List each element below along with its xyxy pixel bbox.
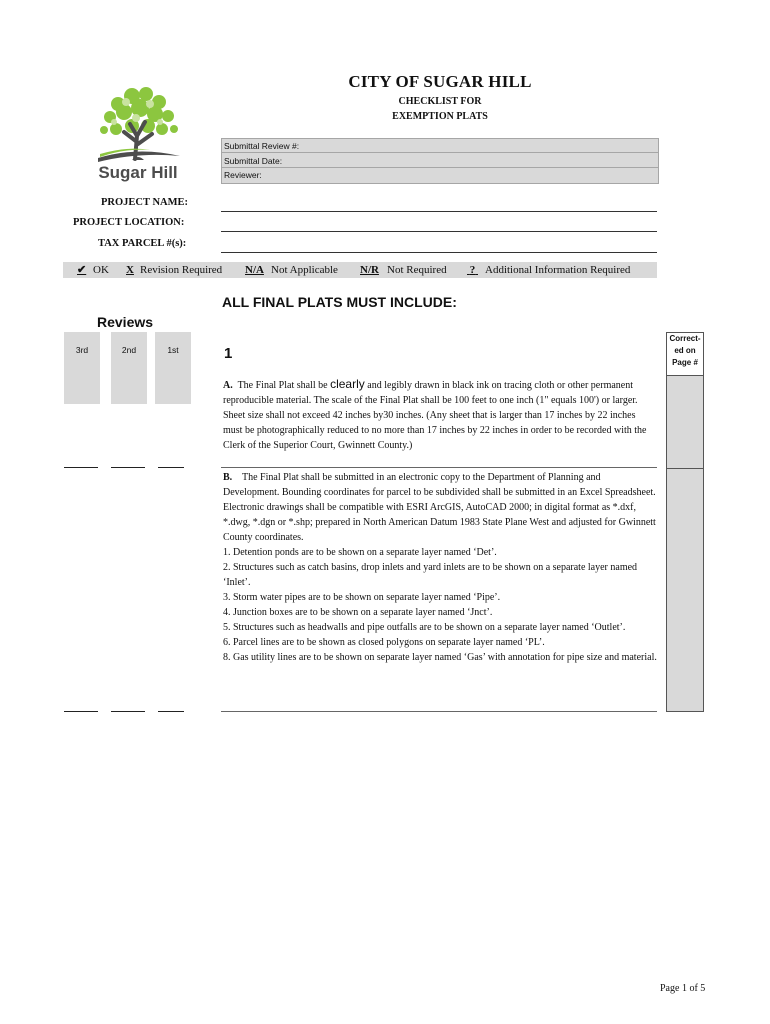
page-number: Page 1 of 5 — [660, 983, 706, 994]
corrected-on-page-column — [666, 332, 704, 712]
document-subtitle-line2: EXEMPTION PLATS — [392, 111, 488, 122]
document-title: CITY OF SUGAR HILL — [348, 72, 532, 91]
item-a-text-before: The Final Plat shall be — [237, 380, 328, 391]
item-a-paragraph — [223, 377, 657, 453]
section-number: 1 — [224, 345, 233, 362]
corrected-row-divider — [667, 468, 703, 469]
review-column-2nd-label: 2nd — [121, 345, 137, 355]
submittal-info-box — [221, 138, 659, 184]
item-a-text-after: and legibly drawn in black ink on tracing cloth or other permanent reproducible material. The scale of the Final Plat shall be 100 feet to one inch (1" equals 100') or larger. Sheet size shall not exceed 42 inches by30 inches. (Any sheet that is larger than 17 inches by 22 inches must be photographically reduced to no more than 17 inches by 22 inches in order to be recorded with the Clerk of the Superior Court, Gwinnett County.) — [223, 380, 647, 451]
review-blank-2nd-b[interactable] — [111, 711, 145, 712]
review-blank-1st-b[interactable] — [158, 711, 184, 712]
tax-parcel-label: TAX PARCEL #(s): — [98, 238, 187, 249]
legend-question-symbol: ? — [469, 264, 476, 276]
review-column-3rd — [64, 332, 100, 404]
project-name-label: PROJECT NAME: — [101, 197, 189, 208]
item-a-emphasis: clearly — [330, 377, 365, 391]
review-blank-1st-a[interactable] — [158, 467, 184, 468]
review-blank-2nd-a[interactable] — [111, 467, 145, 468]
item-b-sub-6: 6. Parcel lines are to be shown as closed polygons on separate layer named ‘PL’. — [223, 637, 545, 648]
submittal-review-field[interactable] — [222, 139, 658, 153]
item-separator — [221, 467, 657, 468]
submittal-date-field[interactable] — [222, 154, 658, 168]
item-b-sub-2: 2. Structures such as catch basins, drop inlets and yard inlets are to be shown on a separate layer named ‘Inlet’. — [223, 562, 638, 588]
legend-question-text: Additional Information Required — [485, 264, 631, 276]
tax-parcel-input-line[interactable] — [221, 252, 657, 253]
corrected-line3: Page # — [672, 358, 698, 367]
review-blank-3rd-b[interactable] — [64, 711, 98, 712]
corrected-line2: ed on — [674, 346, 696, 355]
item-b-sub-8: 8. Gas utility lines are to be shown on separate layer named ‘Gas’ with annotation for pipe size and material. — [223, 652, 657, 663]
legend-x-symbol: X — [126, 264, 134, 276]
submittal-review-label: Submittal Review #: — [224, 141, 300, 151]
item-b-sub-1: 1. Detention ponds are to be shown on a separate layer named ‘Det’. — [223, 547, 497, 558]
review-blank-3rd-a[interactable] — [64, 467, 98, 468]
reviews-title: Reviews — [97, 314, 154, 330]
review-column-3rd-label: 3rd — [75, 345, 89, 355]
legend-nr-text: Not Required — [387, 264, 447, 276]
logo-wordmark: Sugar Hill — [98, 163, 178, 182]
project-location-label: PROJECT LOCATION: — [73, 217, 185, 228]
review-column-2nd — [111, 332, 147, 404]
legend-na-symbol: N/A — [245, 264, 264, 276]
item-a-label: A. — [223, 380, 233, 391]
item-b-sub-3: 3. Storm water pipes are to be shown on separate layer named ‘Pipe’. — [223, 592, 501, 603]
section-heading: ALL FINAL PLATS MUST INCLUDE: — [222, 294, 457, 310]
document-subtitle-line1: CHECKLIST FOR — [398, 96, 482, 107]
corrected-on-page-header — [667, 333, 703, 376]
corrected-line1: Correct- — [669, 334, 701, 343]
item-end-separator — [221, 711, 657, 712]
project-location-input-line[interactable] — [221, 231, 657, 232]
item-b-paragraph — [223, 470, 657, 665]
project-name-input-line[interactable] — [221, 211, 657, 212]
legend-na-text: Not Applicable — [271, 264, 338, 276]
item-b-sub-4: 4. Junction boxes are to be shown on a separate layer named ‘Jnct’. — [223, 607, 493, 618]
item-b-label: B. — [223, 472, 233, 483]
tree-icon — [88, 84, 188, 188]
review-column-1st-label: 1st — [167, 345, 179, 355]
sugar-hill-logo — [88, 84, 188, 188]
reviewer-label: Reviewer: — [224, 170, 262, 180]
item-b-intro: The Final Plat shall be submitted in an electronic copy to the Department of Planning and Development. Bounding coordinates for parcel to be subdivided shall be submitted in an Excel Spreadsheet. Electronic drawings shall be compatible with ESRI ArcGIS, AutoCAD 2000; in digital format as *.dxf, *.dwg, *.dgn or *.shp; prepared in North American Datum 1983 State Plane West and adjusted for Gwinnett County coordinates. — [223, 472, 656, 543]
legend-x-text: Revision Required — [140, 264, 223, 276]
ok-check-icon: ✔ — [77, 264, 87, 276]
legend-nr-symbol: N/R — [360, 264, 379, 276]
reviewer-field[interactable] — [222, 168, 658, 182]
status-legend — [63, 262, 657, 278]
item-b-sub-5: 5. Structures such as headwalls and pipe outfalls are to be shown on a separate layer named ‘Outlet’. — [223, 622, 626, 633]
review-column-1st — [155, 332, 191, 404]
submittal-date-label: Submittal Date: — [224, 156, 283, 166]
legend-ok-text: OK — [93, 264, 109, 276]
